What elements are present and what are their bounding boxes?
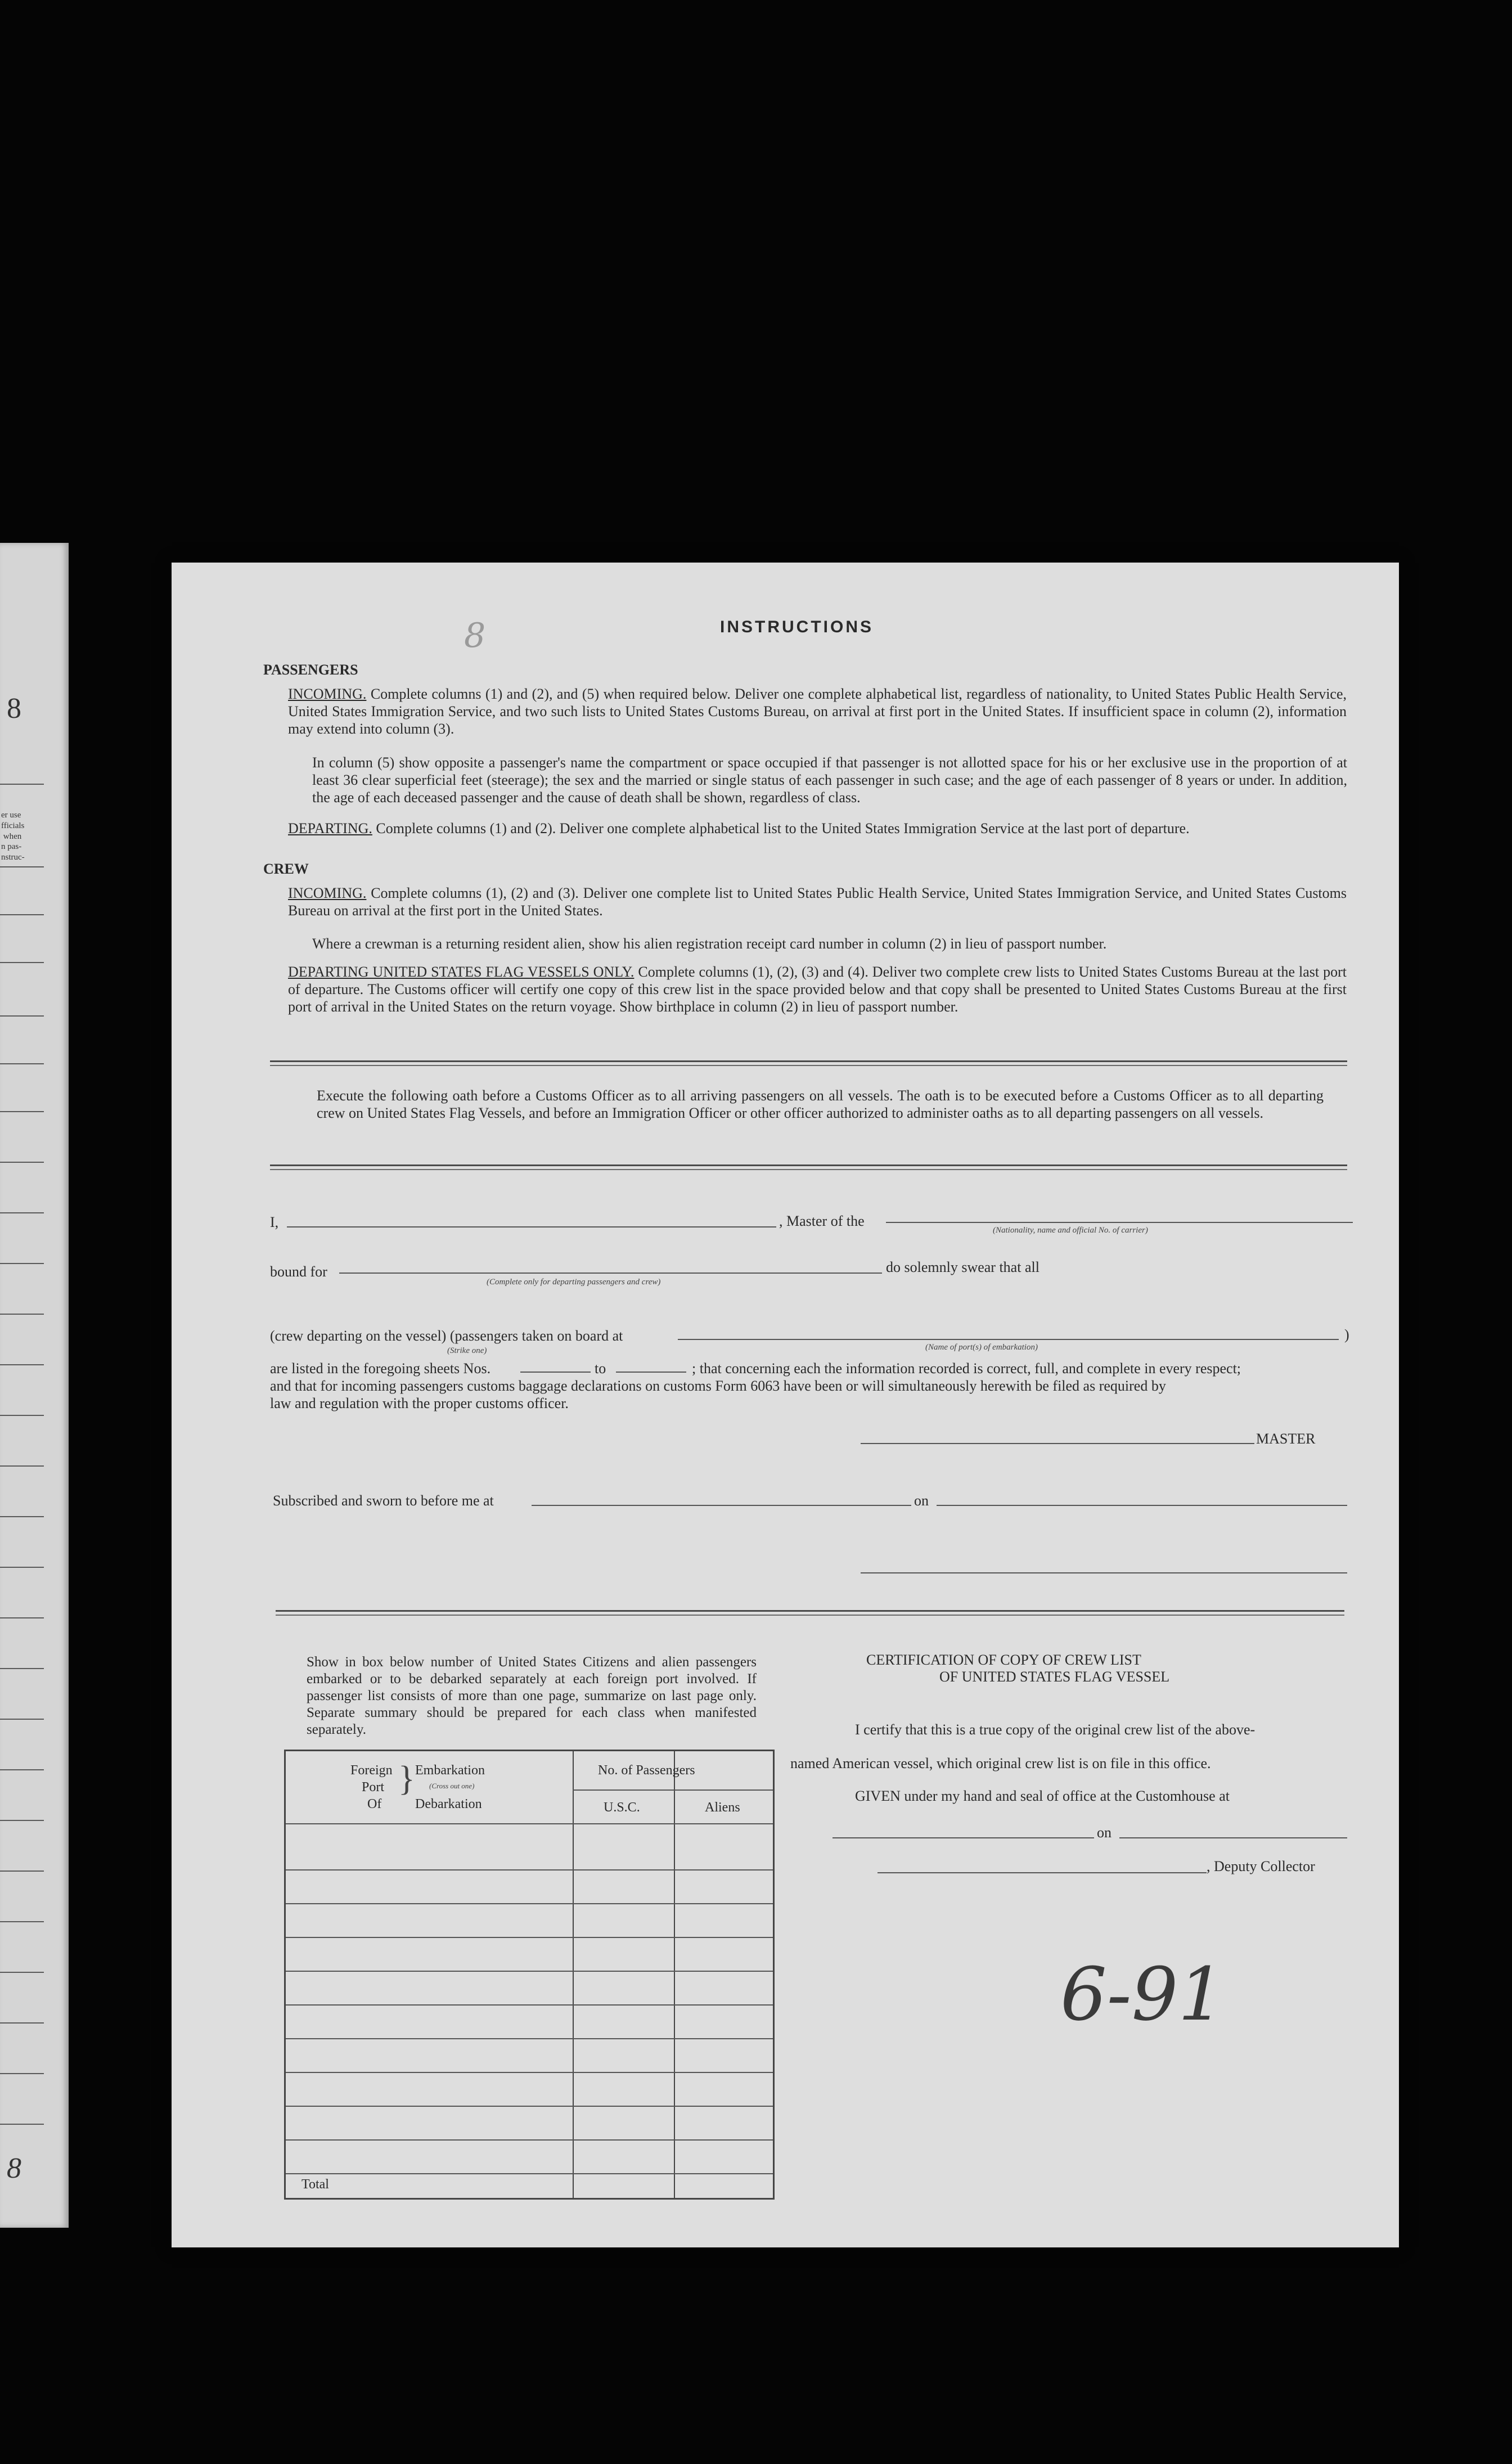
master-name-field[interactable] [287,1226,776,1227]
passengers-incoming-paragraph [288,685,1347,738]
master-label: MASTER [1256,1431,1316,1447]
section-divider [270,1060,1347,1062]
certification-on-label: on [1097,1824,1112,1841]
crew-incoming-text: Complete columns (1), (2) and (3). Deliver one complete list to United States Public Health Service, United States Immigration Service, and United States Customs Bureau on arrival at the first port in the United States. [288,885,1347,919]
passengers-heading: PASSENGERS [263,662,358,678]
master-signature-field[interactable] [861,1443,1254,1444]
page-title: INSTRUCTIONS [720,618,874,636]
table-row [286,2106,773,2107]
subscribed-label: Subscribed and sworn to before me at [273,1492,494,1509]
carrier-note: (Nationality, name and official No. of carrier) [993,1226,1148,1235]
passengers-departing-label: DEPARTING. [288,820,372,837]
passengers-column5-paragraph: In column (5) show opposite a passenger's name the compartment or space occupied if that passenger is not allotted space for his or her exclusive use in the proportion of at least 36 clear superficial feet (steerage); the sex and the married or single status of each passenger in such case; and the age of each passenger of 8 years or under. In addition, the age of each deceased passenger and the cause of death shall be shown, regardless of class. [312,754,1347,806]
carrier-field[interactable] [886,1222,1353,1223]
embarkation-ports-field[interactable] [678,1339,1339,1340]
certification-title-2: OF UNITED STATES FLAG VESSEL [939,1669,1170,1685]
col-no-passengers: No. of Passengers [598,1763,695,1778]
table-row [286,2139,773,2141]
certification-place-field[interactable] [832,1837,1094,1838]
oath-text-line-2: and that for incoming passengers customs baggage declarations on customs Form 6063 have been or will simultaneously herewith be filed as required by [270,1378,1166,1394]
passengers-incoming-label: INCOMING. [288,686,367,702]
bound-for-label: bound for [270,1264,327,1280]
oath-text-line-3: law and regulation with the proper customs officer. [270,1395,569,1411]
summary-instructions: Show in box below number of United States Citizens and alien passengers embarked or to be debarked separately at each foreign port involved. If passenger list consists of more than one page, summarize on last page only. Separate summary should be prepared for each class when manifested separately. [307,1654,757,1737]
crew-resident-paragraph: Where a crewman is a returning resident alien, show his alien registration receipt card number in column (2) in lieu of passport number. [312,936,1107,952]
crew-incoming-paragraph [288,884,1347,919]
certification-text-1: I certify that this is a true copy of the original crew list of the above- [855,1721,1256,1738]
sheet-to-field[interactable] [616,1372,686,1373]
adjacent-page-number: 8 [7,693,21,725]
crew-incoming-label: INCOMING. [288,885,367,901]
swear-label: do solemnly swear that all [886,1259,1040,1275]
section-divider [270,1169,1347,1170]
table-row [286,2173,773,2174]
table-row [286,1903,773,1904]
adjacent-page-fragment: er use fficials when n pas- nstruc- [1,811,25,862]
bound-for-note: (Complete only for departing passengers and crew) [487,1278,661,1287]
section-divider [276,1610,1344,1612]
deputy-collector-label: , Deputy Collector [1207,1858,1315,1874]
certification-text-3: GIVEN under my hand and seal of office at the Customhouse at [855,1788,1230,1804]
deputy-signature-field[interactable] [878,1872,1207,1873]
form-page [172,563,1399,2247]
certification-text-2: named American vessel, which original crew list is on file in this office. [790,1755,1211,1771]
crew-departing-label: DEPARTING UNITED STATES FLAG VESSELS ONLY. [288,964,634,980]
brace-glyph: } [398,1760,415,1798]
col-aliens: Aliens [705,1800,740,1815]
certification-title-1: CERTIFICATION OF COPY OF CREW LIST [866,1652,1141,1668]
passengers-incoming-text: Complete columns (1) and (2), and (5) when required below. Deliver one complete alphabetical list, regardless of nationality, to United States Public Health Service, United States Immigration Service, and two such lists to United States Customs Bureau, on arrival at first port in the United States. If insufficient space in column (2), information may extend into column (3). [288,686,1347,737]
col-cross-out: (Cross out one) [429,1782,475,1790]
passengers-departing-text: Complete columns (1) and (2). Deliver one complete alphabetical list to the United States Immigration Service at the last port of departure. [376,820,1190,837]
officer-signature-field[interactable] [861,1572,1347,1573]
table-row [286,2038,773,2039]
col-usc: U.S.C. [604,1800,640,1815]
bound-for-field[interactable] [339,1273,882,1274]
passenger-summary-table [284,1750,775,2200]
faint-page-number: 8 [464,616,486,655]
col-port: Port [362,1780,385,1795]
adjacent-page-strip [0,543,69,2228]
certification-date-field[interactable] [1119,1837,1347,1838]
col-foreign: Foreign [350,1763,393,1778]
col-embarkation: Embarkation [415,1763,485,1778]
sworn-on-label: on [914,1492,929,1509]
col-of: Of [367,1797,382,1811]
col-debarkation: Debarkation [415,1797,482,1811]
crew-passengers-label: (crew departing on the vessel) (passengers taken on board at [270,1328,623,1344]
table-row [286,1937,773,1938]
total-label: Total [302,2177,329,2192]
oath-instructions: Execute the following oath before a Customs Officer as to all arriving passengers on all vessels. The oath is to be executed before a Customs Officer as to all departing crew on United States Flag Vessels, and before an Immigration Officer or other officer authorized to administer oaths as to all departing passengers on all vessels. [317,1087,1324,1121]
handwritten-mark: 6-91 [1060,1952,1225,2037]
adjacent-page-handwritten-number: 8 [7,2152,21,2184]
passengers-departing-paragraph [288,820,1351,837]
ports-note: (Name of port(s) of embarkation) [925,1343,1038,1352]
sheets-label: are listed in the foregoing sheets Nos. [270,1360,491,1377]
crew-departing-paragraph [288,963,1347,1015]
crew-heading: CREW [263,861,309,877]
table-row [286,2072,773,2073]
section-divider [270,1164,1347,1166]
table-row [286,1971,773,1972]
sworn-date-field[interactable] [937,1505,1347,1506]
sheets-to-label: to [595,1360,606,1377]
sheet-from-field[interactable] [520,1372,591,1373]
oath-i-label: I, [270,1214,279,1230]
strike-one-note: (Strike one) [447,1346,487,1355]
master-of-the-label: , Master of the [779,1213,865,1229]
sworn-location-field[interactable] [532,1505,911,1506]
section-divider [270,1065,1347,1066]
close-paren: ) [1344,1327,1349,1343]
oath-text-line-1: ; that concerning each the information recorded is correct, full, and complete in every respect; [692,1360,1241,1377]
table-row [286,2004,773,2006]
table-row [286,1869,773,1871]
crew-departing-text: Complete columns (1), (2), (3) and (4). Deliver two complete crew lists to United States Customs Bureau at the last port of departure. The Customs officer will certify one copy of this crew list in the space provided below and that copy shall be presented to United States Customs Bureau at the first port of arrival in the United States on the return voyage. Show birthplace in column (2) in lieu of passport number. [288,964,1347,1015]
section-divider [276,1615,1344,1616]
